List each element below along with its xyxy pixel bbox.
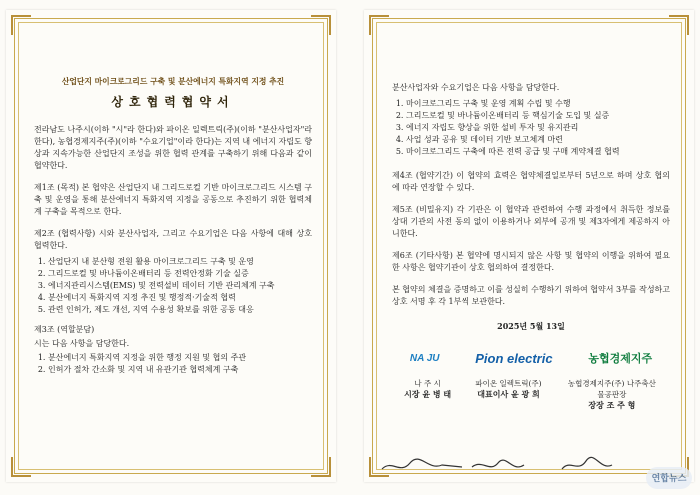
- signer-name: 시장 윤 병 태: [404, 389, 452, 399]
- article-3-list: [34, 352, 312, 376]
- signing-date: 2025년 5월 13일: [497, 321, 565, 331]
- article-2-list: [34, 256, 312, 316]
- article-2: 제2조 (협력사항) 시와 분산사업자, 그리고 수요기업은 다음 사항에 대해 상호 협력한다.: [34, 229, 312, 250]
- corner-ornament: [311, 15, 331, 35]
- document-title: 상호협력협약서: [111, 95, 235, 109]
- list-item: 3. 에너지관리시스템(EMS) 및 전력설비 데이터 기반 관리체계 구축: [48, 280, 312, 292]
- list-item: 5. 관련 인허가, 제도 개선, 지역 수용성 확보를 위한 공동 대응: [48, 304, 312, 316]
- list-item: 4. 분산에너지 특화지역 지정 추진 및 행정적·기술적 협력: [48, 292, 312, 304]
- logo-row: [392, 346, 670, 372]
- nh-logo: 농협경제지주: [588, 353, 653, 365]
- closing-paragraph: 본 협약의 체결을 증명하고 이를 성실히 수행하기 위하여 협약서 3부를 작성하고 상호 서명 후 각 1부씩 보관한다.: [392, 285, 670, 306]
- watermark-logo: 연합뉴스: [646, 467, 692, 489]
- article-3-continued: 분산사업자와 수요기업은 다음 사항을 담당한다.: [392, 83, 560, 92]
- list-item: 2. 그리드로컬 및 바나듐이온배터리 등 전력안정화 기술 실증: [48, 268, 312, 280]
- signer-naju: [404, 378, 451, 411]
- list-item: 2. 그리드로컬 및 바나듐이온배터리 등 핵심기술 도입 및 실증: [406, 110, 670, 122]
- article-3-intro: 시는 다음 사항을 담당한다.: [34, 339, 130, 348]
- agreement-page-left: [6, 10, 336, 482]
- signer-org: 나 주 시: [414, 379, 441, 388]
- document-subtitle: 산업단지 마이크로그리드 구축 및 분산에너지 특화지역 지정 추진: [61, 77, 285, 86]
- signatory-block: [392, 378, 670, 411]
- agreement-page-right: [364, 10, 694, 482]
- article-1: 제1조 (목적) 본 협약은 산업단지 내 그리드로컬 기반 마이크로그리드 시스템 구축 및 운영을 통해 분산에너지 특화지역 지정을 공동으로 추진하기 위한 협력체계 구축을 목적으로 한다.: [34, 183, 312, 216]
- signer-org: 농협경제지주(주) 나주축산물공판장: [567, 379, 656, 399]
- corner-ornament: [311, 457, 331, 477]
- signer-org: 파이온 일렉트릭(주): [475, 379, 542, 388]
- corner-ornament: [11, 15, 31, 35]
- pion-electric-logo: Pion electric: [475, 351, 553, 366]
- signer-name: 장장 조 주 형: [588, 400, 636, 410]
- list-item: 3. 에너지 자립도 향상을 위한 설비 투자 및 유지관리: [406, 122, 670, 134]
- article-6: 제6조 (기타사항) 본 협약에 명시되지 않은 사항 및 협약의 이행을 위하여 필요한 사항은 협약기관이 상호 협의하여 결정한다.: [392, 251, 670, 272]
- signer-nh: [566, 378, 658, 411]
- list-item: 5. 마이크로그리드 구축에 따른 전력 공급 및 구매 계약체결 협력: [406, 146, 670, 158]
- signer-name: 대표이사 윤 광 희: [477, 389, 540, 399]
- corner-ornament: [669, 15, 689, 35]
- corner-ornament: [369, 15, 389, 35]
- signer-pion: [475, 378, 541, 411]
- article-3: 제3조 (역할분담): [34, 325, 95, 334]
- list-item: 1. 마이크로그리드 구축 및 운영 계획 수립 및 수행: [406, 98, 670, 110]
- list-item: 2. 인허가 절차 간소화 및 지역 내 유관기관 협력체계 구축: [48, 364, 312, 376]
- article-5: 제5조 (비밀유지) 각 기관은 이 협약과 관련하여 수행 과정에서 취득한 정보를 상대 기관의 사전 동의 없이 이용하거나 외부에 공개 및 제3자에게 제공하지 아니한다.: [392, 205, 670, 238]
- list-item: 4. 사업 성과 공유 및 데이터 기반 보고체계 마련: [406, 134, 670, 146]
- article-4: 제4조 (협약기간) 이 협약의 효력은 협약체결일로부터 5년으로 하며 상호 협의에 따라 연장할 수 있다.: [392, 171, 670, 192]
- handwritten-signatures: [372, 455, 622, 477]
- list-item: 1. 분산에너지 특화지역 지정을 위한 행정 지원 및 협의 주관: [48, 352, 312, 364]
- intro-paragraph: 전라남도 나주시(이하 "시"라 한다)와 파이온 일렉트릭(주)(이하 "분산사업자"라 한다), 농협경제지주(주)(이하 "수요기업"이라 한다)는 지역 내 에너지 자립도 향상과 지속가능한 산업단지 조성을 위한 협력 관계를 구축하기 위해 다음과 같이 협약한다.: [34, 125, 312, 170]
- article-3-party-list: [392, 98, 670, 158]
- naju-logo: NA JU: [409, 353, 440, 364]
- corner-ornament: [11, 457, 31, 477]
- list-item: 1. 산업단지 내 분산형 전원 활용 마이크로그리드 구축 및 운영: [48, 256, 312, 268]
